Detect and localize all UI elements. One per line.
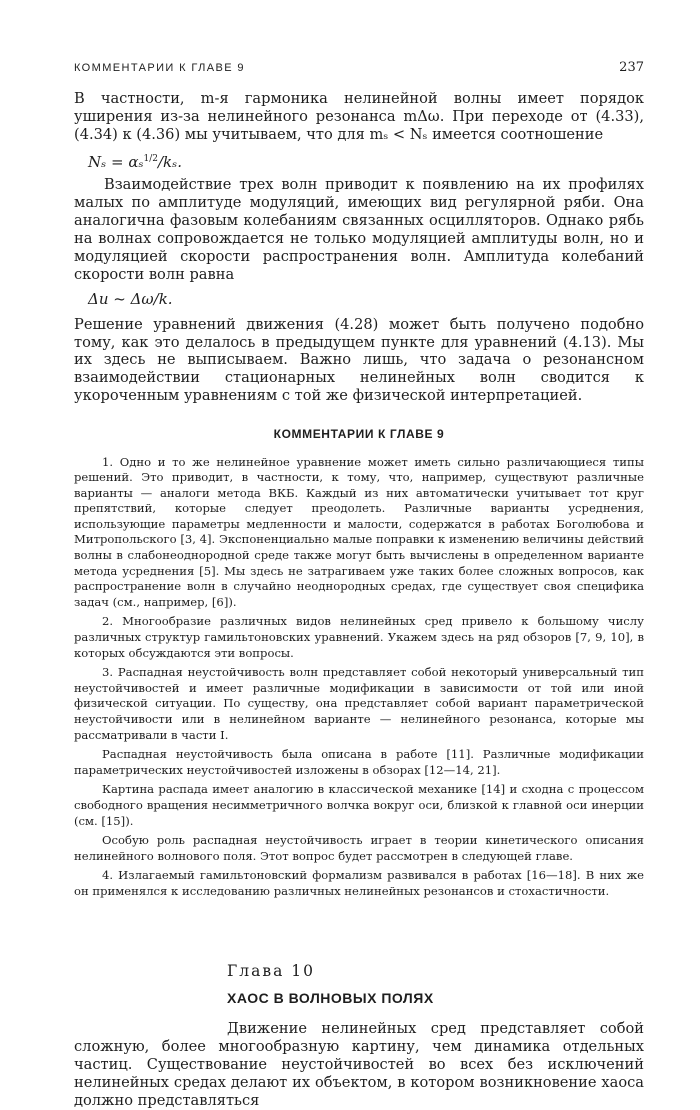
chapter-title: ХАОС В ВОЛНОВЫХ ПОЛЯХ: [227, 989, 434, 1006]
paragraph-2: Взаимодействие трех волн приводит к появлению на их профилях малых по амплитуде модуляций, имеющих вид регулярной ряби. Она аналогична фазовым колебаниям связанных осцилляторов. Однако рябь на волнах сопровождается не только модуляцией амплитуды волн, но и модуляцией скорости распространения волн. Амплитуда колебаний скорости волн равна: [74, 176, 644, 283]
chapter-label: Глава 10: [227, 961, 315, 980]
comment-item: Особую роль распадная неустойчивость играет в теории кинетического описания нелинейного волнового поля. Этот вопрос будет рассмотрен в следующей главе.: [74, 833, 644, 863]
formula-rest: /kₛ.: [158, 153, 182, 171]
comment-item: 3. Распадная неустойчивость волн представляет собой некоторый универсальный тип неустойчивостей и имеет различные модификации в зависимости от той или иной физической ситуации. По существу, она представляет собой вариант параметрической неустойчивости или в нелинейном варианте — нелинейного резонанса, которые мы рассматривали в части I.: [74, 665, 644, 742]
comment-item: 4. Излагаемый гамильтоновский формализм развивался в работах [16—18]. В них же он применялся к исследованию различных нелинейных резонансов и стохастичности.: [74, 868, 644, 898]
formula-base: αₛ: [128, 153, 144, 171]
comment-item: 2. Многообразие различных видов нелинейных сред привело к большому числу различных структур гамильтоновских уравнений. Укажем здесь на ряд обзоров [7, 9, 10], в которых обсуждаются эти вопросы.: [74, 614, 644, 660]
comment-item: Распадная неустойчивость была описана в работе [11]. Различные модификации параметрических неустойчивостей изложены в обзорах [12—14, 21].: [74, 747, 644, 777]
chapter-intro: Движение нелинейных сред представляет собой сложную, более многообразную картину, чем динамика отдельных частиц. Существование неустойчивостей во всех без исключений нелинейных средах делают их объектом, в котором возникновение хаоса должно представляться: [74, 1019, 644, 1109]
paragraph-1: В частности, m-я гармоника нелинейной волны имеет порядок уширения из-за нелинейного резонанса mΔω. При переходе от (4.33), (4.34) к (4.36) мы учитываем, что для mₛ < Nₛ имеется соотношение: [74, 90, 644, 143]
formula-lhs: Nₛ: [88, 153, 107, 171]
formula-eq: =: [110, 153, 124, 171]
comments-title: КОММЕНТАРИИ К ГЛАВЕ 9: [273, 426, 445, 441]
page-body: [74, 90, 644, 1110]
page-header: [74, 62, 644, 78]
formula-exponent: 1/2: [143, 154, 158, 164]
comment-item: 1. Одно и то же нелинейное уравнение может иметь сильно различающиеся типы решений. Это приводит, в частности, к тому, что, например, существуют различные варианты — аналоги метода ВКБ. Каждый из них автоматически учитывает тот круг препятствий, которые следует преодолеть. Различные варианты усреднения, использующие параметры медленности и малости, содержатся в работах Боголюбова и Митропольского [3, 4]. Экспоненциально малые поправки к изменению величины действий волны в слабонеоднородной среде также могут быть вычислены в определенном варианте метода усреднения [5]. Мы здесь не затрагиваем уже таких более сложных вопросов, как распространение волн в случайно неоднородных средах, где существует своя специфика задач (см., например, [6]).: [74, 454, 644, 609]
formula-du: Δu ~ Δω/k.: [88, 290, 173, 308]
comment-item: Картина распада имеет аналогию в классической механике [14] и сходна с процессом свободного вращения несимметричного волчка вокруг оси, близкой к главной оси инерции (см. [15]).: [74, 782, 644, 828]
formula-ns: [88, 148, 644, 170]
page-number: 237: [619, 60, 644, 75]
running-head: КОММЕНТАРИИ К ГЛАВЕ 9: [74, 62, 245, 74]
paragraph-3: Решение уравнений движения (4.28) может быть получено подобно тому, как это делалось в предыдущем пункте для уравнений (4.13). Мы их здесь не выписываем. Важно лишь, что задача о резонансном взаимодействии стационарных нелинейных волн сводится к укороченным уравнениям с той же физической интерпретацией.: [74, 316, 644, 404]
